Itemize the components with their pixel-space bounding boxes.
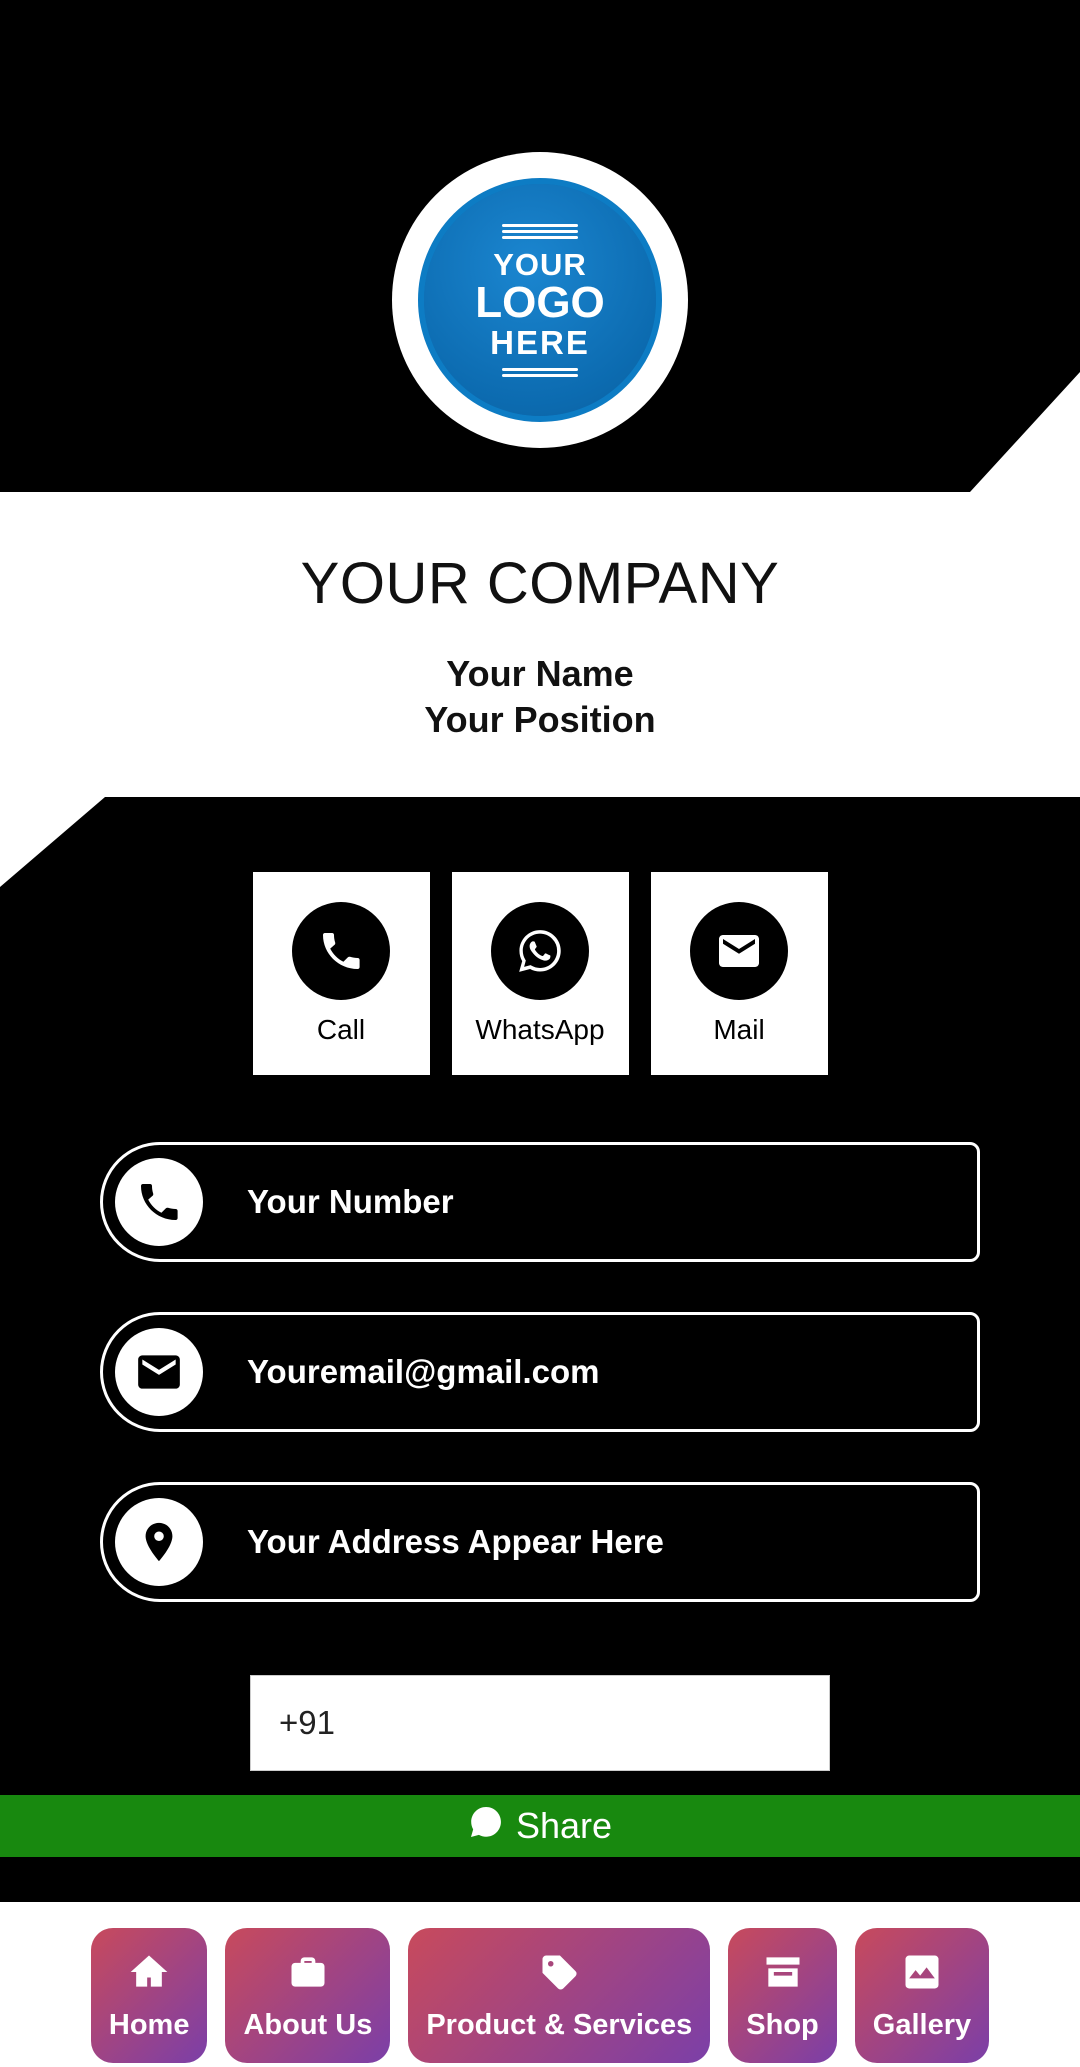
nav-item-shop[interactable]	[728, 1928, 837, 2063]
bottom-navigation	[0, 1902, 1080, 2067]
nav-item-label: Gallery	[872, 2008, 972, 2041]
phone-number-input[interactable]: +91	[250, 1675, 830, 1771]
action-tile-label: Call	[316, 1013, 366, 1045]
logo-inner	[424, 184, 656, 416]
action-tile-mail[interactable]	[651, 872, 828, 1075]
mail-icon	[115, 1328, 203, 1416]
location-pin-icon	[115, 1498, 203, 1586]
nav-item-gallery[interactable]	[855, 1928, 989, 2063]
phone-icon	[292, 902, 390, 1000]
company-name: YOUR COMPANY	[300, 551, 780, 616]
nav-item-label: Product & Services	[426, 2008, 693, 2041]
action-tile-label: Mail	[713, 1013, 765, 1045]
briefcase-icon	[286, 1950, 330, 1999]
contact-row-address[interactable]	[100, 1482, 980, 1602]
nav-item-home[interactable]	[91, 1928, 208, 2063]
phone-icon	[115, 1158, 203, 1246]
quick-action-tiles	[0, 872, 1080, 1075]
share-button[interactable]	[0, 1795, 1080, 1857]
logo-line-3: HERE	[490, 323, 590, 361]
image-icon	[900, 1950, 944, 1999]
tag-icon	[537, 1950, 581, 1999]
logo-line-1: YOUR	[493, 246, 587, 282]
nav-item-about-us[interactable]	[225, 1928, 390, 2063]
action-tile-whatsapp[interactable]	[452, 872, 629, 1075]
nav-item-label: About Us	[243, 2008, 373, 2041]
whatsapp-icon	[468, 1804, 504, 1849]
company-logo	[392, 152, 688, 448]
profile-section	[0, 492, 1080, 797]
logo-line-2: LOGO	[475, 277, 605, 327]
person-position: Your Position	[424, 699, 656, 740]
share-button-label: Share	[515, 1805, 613, 1846]
person-name: Your Name	[446, 653, 634, 694]
store-icon	[761, 1950, 805, 1999]
nav-item-label: Shop	[746, 2008, 819, 2041]
logo-bottom-bars-icon	[502, 365, 578, 380]
logo-ring	[411, 171, 669, 429]
contact-row-text: Your Number	[247, 1183, 454, 1220]
nav-item-label: Home	[108, 2008, 190, 2041]
contact-row-text: Your Address Appear Here	[247, 1523, 664, 1560]
home-icon	[127, 1950, 171, 1999]
action-tile-label: WhatsApp	[475, 1013, 605, 1045]
hero-section	[0, 0, 1080, 492]
logo-top-bars-icon	[502, 221, 578, 242]
contact-row-email[interactable]	[100, 1312, 980, 1432]
nav-item-product-services[interactable]	[408, 1928, 710, 2063]
action-tile-call[interactable]	[253, 872, 430, 1075]
contact-row-phone[interactable]	[100, 1142, 980, 1262]
mail-icon	[690, 902, 788, 1000]
whatsapp-icon	[491, 902, 589, 1000]
contact-row-text: Youremail@gmail.com	[247, 1353, 600, 1390]
contact-info-list	[100, 1142, 980, 1652]
